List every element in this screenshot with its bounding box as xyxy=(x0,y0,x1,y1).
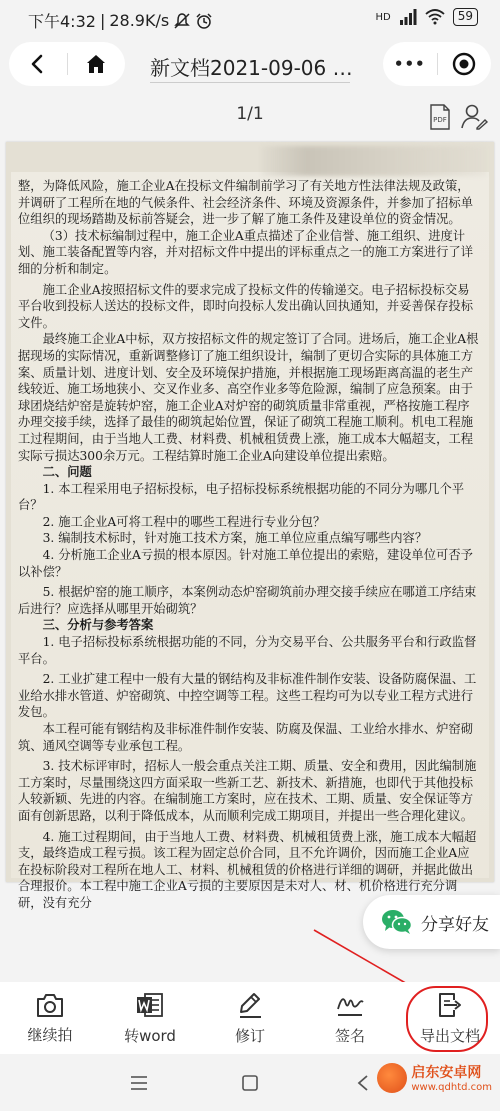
svg-text:PDF: PDF xyxy=(433,116,447,124)
to-word-label: 转word xyxy=(124,1026,176,1045)
bottom-toolbar xyxy=(0,982,500,1054)
document-paragraph: 2. 工业扩建工程中一般有大量的钢结构及非标准件制作安装、设备防腐保温、工业给水排水管道、炉窑砌筑、中控空调等工程。这些工程均可为以专业工程方式进行发包。 xyxy=(18,672,477,720)
document-paragraph: 2. 施工企业A可将工程中的哪些工程进行专业分包？ xyxy=(42,514,326,529)
document-text xyxy=(18,178,480,912)
home-nav-button[interactable] xyxy=(237,1070,263,1096)
home-button[interactable] xyxy=(67,42,125,86)
export-document-button[interactable] xyxy=(400,982,500,1054)
document-paragraph: 二、问题 xyxy=(42,464,92,480)
document-paragraph: 最终施工企业A中标，双方按招标文件的规定签订了合同。进场后，施工企业A根据现场的实际情况，重新调整修订了施工组织设计，编制了更切合实际的具体施工方案、质量计划、进度计划、安全及环境保护措施，并根据施工现场距离高温的老生产线较近、施工场地狭小、交叉作业多、高空作业多等危险源，编制了应急预案。由于球团烧结炉窑是旋转炉窑，施工企业A对炉窑的砌筑质量非常重视，严格按施工程序办理交接手续，选择了最佳的砌筑起始位置，保证了砌筑工程施工顺利。机电工程施工过程期间，由于当地人工费、材料费、机械租赁费上涨，施工成本大幅超支，工程实际亏损达300余万元。工程结算时施工企业A向建设单位提出索赔。 xyxy=(18,332,479,463)
document-paragraph: 1. 本工程采用电子招标投标，电子招标投标系统根据功能的不同分为哪几个平台？ xyxy=(18,481,465,513)
back-button[interactable] xyxy=(9,42,67,86)
document-paragraph: 5. 根据炉窑的施工顺序，本案例动态炉窑砌筑前办理交接手续应在哪道工序结束后进行？应选择从哪里开始砌筑？ xyxy=(18,585,477,616)
mute-icon xyxy=(173,12,191,30)
word-icon xyxy=(136,991,164,1019)
square-icon xyxy=(241,1074,259,1092)
signal-hd-label: HD xyxy=(375,11,391,23)
back-chevron-icon xyxy=(355,1074,371,1092)
watermark-url: www.qdhtd.com xyxy=(411,1082,492,1093)
signal-icon xyxy=(399,9,417,25)
wifi-icon xyxy=(425,9,445,25)
home-icon xyxy=(85,53,107,75)
watermark-logo-icon xyxy=(377,1063,407,1093)
pdf-icon[interactable] xyxy=(428,104,452,130)
page-indicator: 1/1 xyxy=(236,104,264,124)
pen-icon xyxy=(236,991,264,1019)
back-nav-button[interactable] xyxy=(350,1070,376,1096)
export-document-label: 导出文档 xyxy=(419,1026,480,1045)
top-bar xyxy=(0,36,500,92)
document-paragraph: 3. 编制技术标时，针对施工技术方案，施工单位应重点编写哪些内容？ xyxy=(42,531,428,546)
status-time: 下午4:32 xyxy=(28,12,96,31)
site-watermark xyxy=(377,1062,492,1093)
document-paragraph: 本工程可能有钢结构及非标准件制作安装、防腐及保温、工业给水排水、炉窑砌筑、通风空调等专业承包工程。 xyxy=(18,722,473,753)
system-navigation-bar xyxy=(0,1054,500,1111)
close-miniapp-button[interactable] xyxy=(437,42,491,86)
menu-lines-icon xyxy=(130,1075,148,1091)
document-paragraph: 3. 技术标评审时，招标人一般会重点关注工期、质量、安全和费用，因此编制施工方案时，尽量围绕这四方面采取一些新工艺、新技术、新措施，也即代于其他投标人较新颖、先进的内容。在编制施工方案时，应在技术、工期、质量、安全保证等方面有创新思路，以利于降低成本，从而顺利完成工期项目，并提出一些合理化建议。 xyxy=(18,759,477,823)
document-paragraph: 1. 电子招标投标系统根据功能的不同，分为交易平台、公共服务平台和行政监督平台。 xyxy=(18,635,477,666)
alarm-icon xyxy=(195,12,213,30)
back-arrow-icon xyxy=(28,54,48,74)
camera-icon xyxy=(35,992,65,1018)
target-icon xyxy=(452,52,476,76)
document-paragraph: 4. 分析施工企业A亏损的根本原因。针对施工单位提出的索赔，建设单位可否予以补偿？ xyxy=(18,548,473,579)
status-right xyxy=(375,8,478,26)
status-left: 下午4:32 | 28.9K/s xyxy=(28,9,213,32)
title-underline xyxy=(150,82,350,83)
signature-icon xyxy=(335,991,365,1019)
page-row xyxy=(0,92,500,140)
person-icon[interactable] xyxy=(460,102,488,130)
watermark-title: 启东安卓网 xyxy=(411,1065,482,1081)
revise-button[interactable] xyxy=(200,982,300,1054)
document-page[interactable] xyxy=(6,142,494,910)
signature-button[interactable] xyxy=(300,982,400,1054)
menu-pill xyxy=(383,42,491,86)
more-icon: ••• xyxy=(393,55,426,73)
nav-pill xyxy=(9,42,125,86)
document-title[interactable]: 新文档2021-09-06 … xyxy=(150,56,353,80)
export-icon xyxy=(436,991,464,1019)
redacted-header xyxy=(261,146,486,176)
document-paragraph: （3）技术标编制过程中，施工企业A重点描述了企业信誉、施工组织、进度计划、施工装备配置等内容，并对招标文件中提出的评标重点之一的施工方案进行了详细的分析和制定。 xyxy=(18,228,473,276)
battery-indicator: 59 xyxy=(453,8,478,26)
document-paragraph: 三、分析与参考答案 xyxy=(42,617,154,633)
revise-label: 修订 xyxy=(234,1026,265,1045)
more-button[interactable] xyxy=(383,42,437,86)
document-paragraph: 4. 施工过程期间，由于当地人工费、材料费、机械租赁费上涨，施工成本大幅超支，最终造成工程亏损。该工程为固定总价合同，且不允许调价，因而施工企业A应在投标阶段对工程所在地人工、材料、机械租赁的价格进行详细的调研，并据此做出合理报价。本工程中施工企业A亏损的主要原因是未对人、材、机价格进行充分调研，没有充分 xyxy=(18,829,477,910)
signature-label: 签名 xyxy=(334,1026,365,1045)
network-speed: 28.9K/s xyxy=(109,11,170,30)
to-word-button[interactable] xyxy=(100,982,200,1054)
continue-shoot-button[interactable] xyxy=(0,982,100,1054)
status-bar xyxy=(0,0,500,36)
continue-shoot-label: 继续拍 xyxy=(27,1025,73,1044)
watermark-text xyxy=(411,1062,492,1093)
share-label: 分享好友 xyxy=(421,914,489,935)
document-paragraph: 施工企业A按照招标文件的要求完成了投标文件的传输递交。电子招标投标交易平台收到投标人送达的投标文件，即时向投标人发出确认回执通知，并妥善保存投标文件。 xyxy=(18,282,473,330)
document-paragraph: 整，为降低风险，施工企业A在投标文件编制前学习了有关地方性法律法规及政策，并调研了工程所在地的气候条件、社会经济条件、环境及资源条件，并参加了招标单位组织的现场踏勘及标前答疑会，进一步了解了施工条件及建设单位的资金情况。 xyxy=(18,179,473,227)
recents-button[interactable] xyxy=(126,1070,152,1096)
